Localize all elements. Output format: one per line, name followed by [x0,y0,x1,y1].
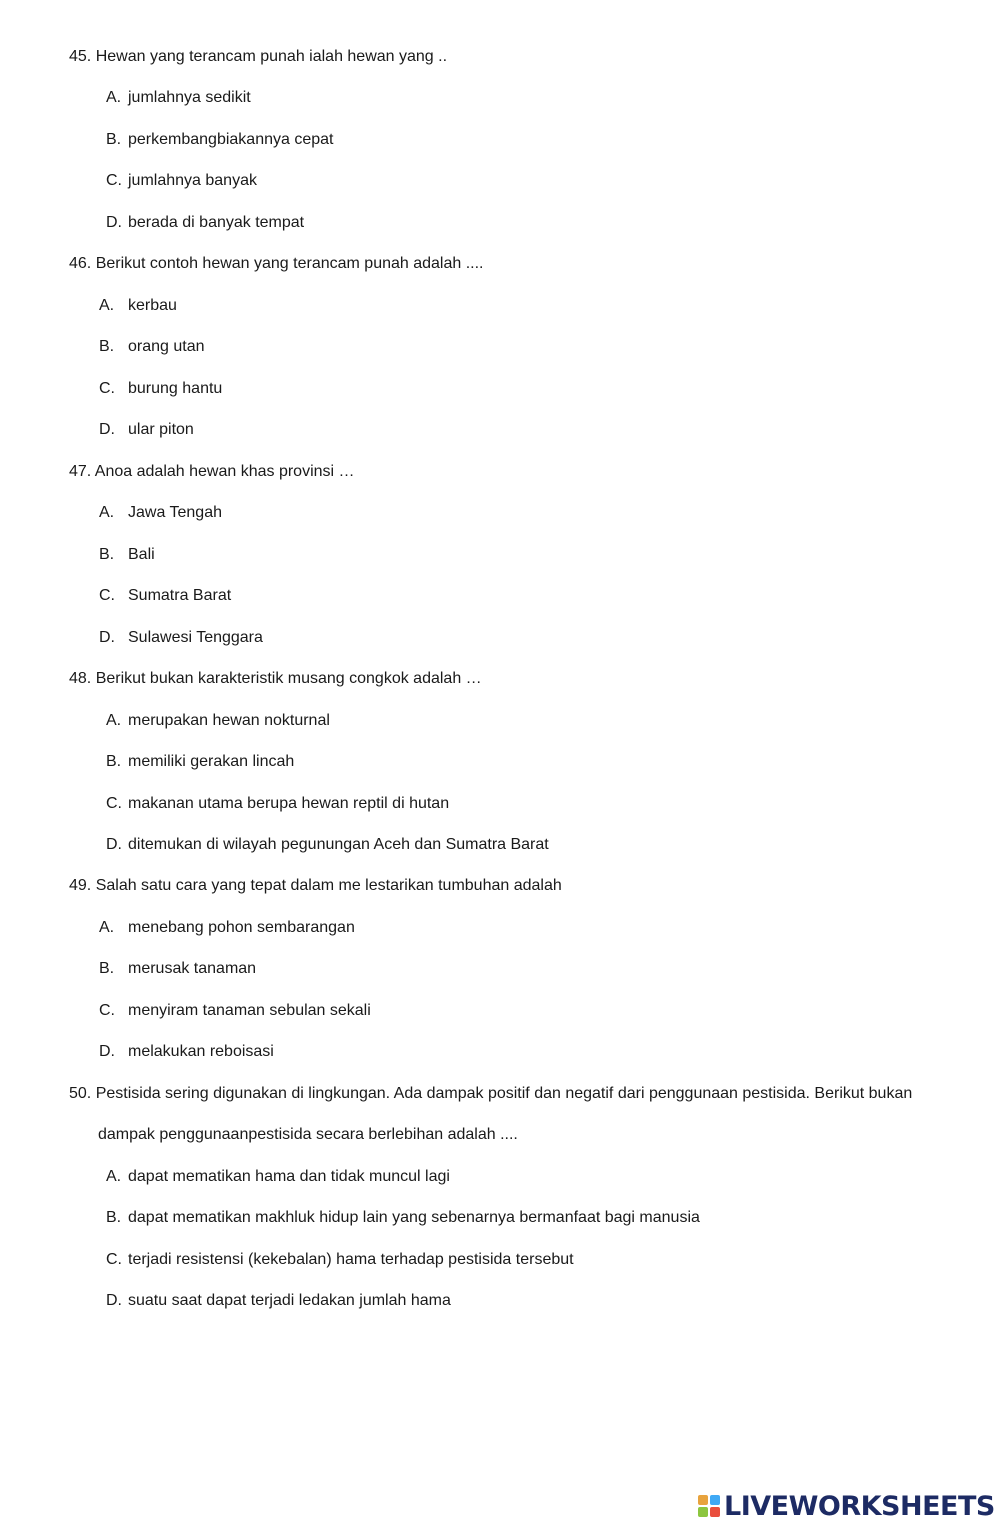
option-letter: B. [99,546,115,563]
option-letter: C. [106,172,122,189]
option-text: makanan utama berupa hewan reptil di hutan [128,795,450,812]
option-text: Jawa Tengah [128,504,222,521]
option-letter: B. [99,960,115,977]
option-text: Sulawesi Tenggara [128,629,263,646]
option-letter: B. [106,753,122,770]
logo-square-e [710,1507,720,1517]
option-letter: D. [106,836,122,853]
option-text: merupakan hewan nokturnal [128,712,330,729]
option-text: melakukan reboisasi [128,1043,274,1060]
option-text: jumlahnya sedikit [128,89,251,106]
option-letter: C. [99,380,115,397]
option-text: dapat mematikan hama dan tidak muncul lagi [128,1168,450,1185]
logo-square-l [698,1495,708,1505]
option-text: dapat mematikan makhluk hidup lain yang sebenarnya bermanfaat bagi manusia [128,1209,700,1226]
option-text: ular piton [128,421,194,438]
option-letter: D. [99,629,115,646]
logo-square-v [698,1507,708,1517]
question-50-stem-continuation: dampak penggunaanpestisida secara berlebihan adalah .... [98,1126,518,1143]
question-46-stem: 46. Berikut contoh hewan yang terancam punah adalah .... [69,255,484,272]
option-letter: C. [106,795,122,812]
logo-text: LIVEWORKSHEETS [724,1490,995,1522]
question-50-stem: 50. Pestisida sering digunakan di lingkungan. Ada dampak positif dan negatif dari penggunaan pestisida. Berikut bukan [69,1085,913,1102]
option-text: terjadi resistensi (kekebalan) hama terhadap pestisida tersebut [128,1251,574,1268]
option-text: orang utan [128,338,205,355]
option-letter: B. [106,131,122,148]
option-letter: A. [99,504,115,521]
question-48-stem: 48. Berikut bukan karakteristik musang congkok adalah … [69,670,482,687]
option-text: ditemukan di wilayah pegunungan Aceh dan Sumatra Barat [128,836,549,853]
option-text: kerbau [128,297,177,314]
question-49-stem: 49. Salah satu cara yang tepat dalam me lestarikan tumbuhan adalah [69,877,562,894]
option-letter: B. [106,1209,122,1226]
option-letter: A. [99,297,115,314]
liveworksheets-logo [698,1490,995,1522]
question-45-stem: 45. Hewan yang terancam punah ialah hewan yang .. [69,48,448,65]
question-47-stem: 47. Anoa adalah hewan khas provinsi … [69,463,355,480]
option-letter: B. [99,338,115,355]
option-text: burung hantu [128,380,223,397]
option-letter: C. [99,587,115,604]
option-text: merusak tanaman [128,960,257,977]
option-letter: A. [106,712,122,729]
option-letter: D. [99,421,115,438]
option-text: suatu saat dapat terjadi ledakan jumlah hama [128,1292,451,1309]
logo-square-i [710,1495,720,1505]
option-letter: A. [106,1168,122,1185]
option-text: Bali [128,546,155,563]
option-text: Sumatra Barat [128,587,232,604]
option-text: menebang pohon sembarangan [128,919,355,936]
option-letter: C. [99,1002,115,1019]
option-text: memiliki gerakan lincah [128,753,295,770]
option-letter: A. [106,89,122,106]
option-letter: D. [106,1292,122,1309]
option-text: perkembangbiakannya cepat [128,131,334,148]
option-letter: D. [99,1043,115,1060]
option-letter: C. [106,1251,122,1268]
liveworksheets-logo-icon [698,1495,720,1517]
option-text: menyiram tanaman sebulan sekali [128,1002,371,1019]
option-text: berada di banyak tempat [128,214,305,231]
option-text: jumlahnya banyak [128,172,257,189]
option-letter: A. [99,919,115,936]
option-letter: D. [106,214,122,231]
